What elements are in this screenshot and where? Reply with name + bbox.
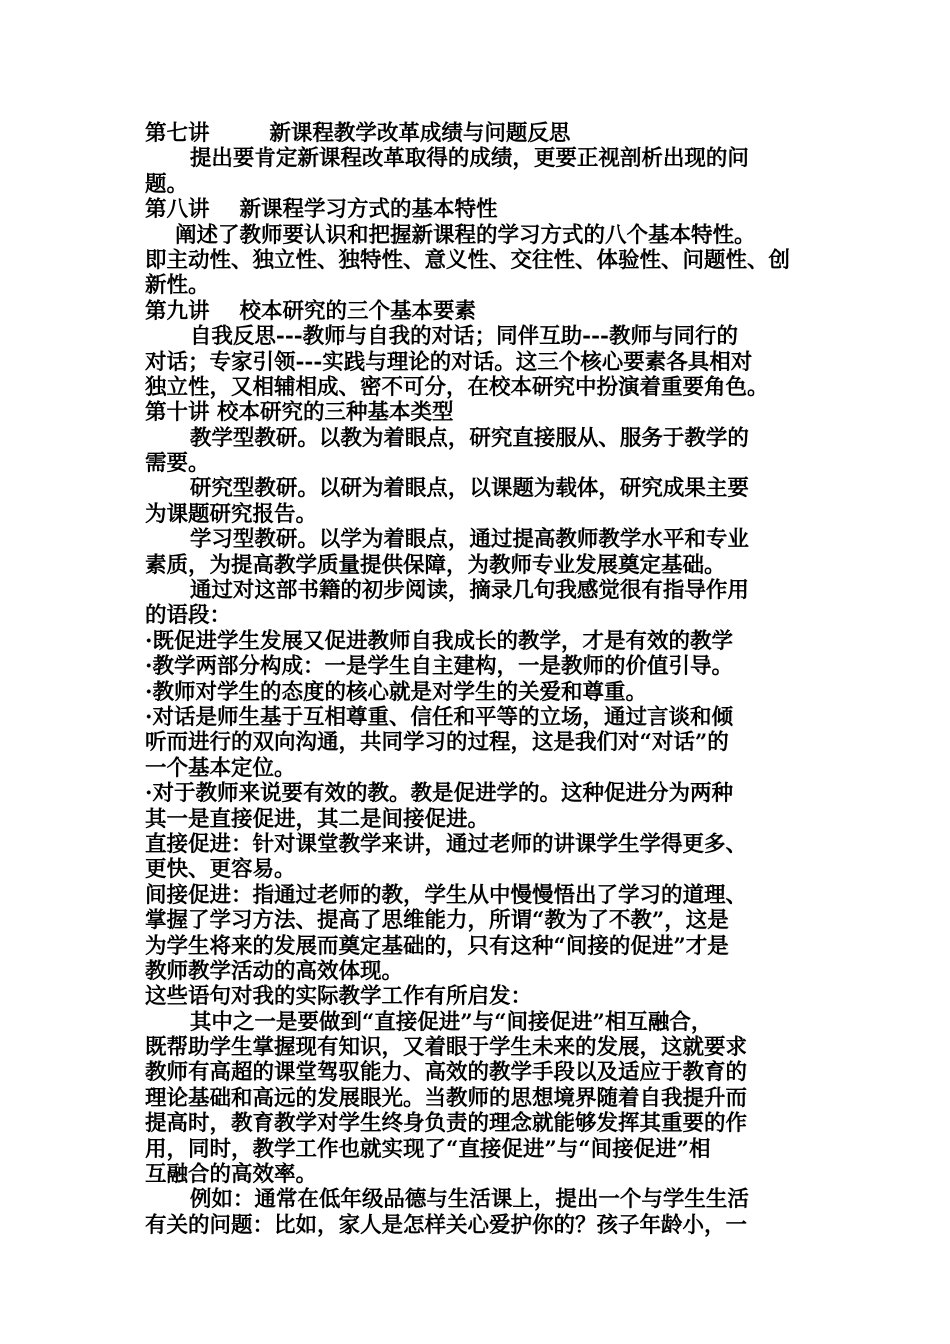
bullet-line: ·教师对学生的态度的核心就是对学生的关爱和尊重。: [145, 679, 647, 705]
paragraph-line: 其一是直接促进，其二是间接促进。: [145, 806, 490, 832]
bullet-line: ·教学两部分构成：一是学生自主建构，一是教师的价值引导。: [145, 654, 733, 680]
paragraph-line: 的语段：: [145, 603, 232, 629]
paragraph-line: 需要。: [145, 451, 210, 477]
paragraph-line: 提高时，教育教学对学生终身负责的理念就能够发挥其重要的作: [145, 1111, 748, 1137]
paragraph-line: 教师有高超的课堂驾驭能力、高效的教学手段以及适应于教育的: [145, 1060, 748, 1086]
paragraph-line: 互融合的高效率。: [145, 1162, 318, 1188]
paragraph-line: 学习型教研。以学为着眼点，通过提高教师教学水平和专业: [145, 527, 749, 553]
paragraph-line: 例如：通常在低年级品德与生活课上，提出一个与学生生活: [145, 1187, 749, 1213]
paragraph-line: 有关的问题：比如，家人是怎样关心爱护你的？孩子年龄小，一: [145, 1212, 748, 1238]
document-page: [145, 121, 825, 1238]
bullet-line: ·既促进学生发展又促进教师自我成长的教学，才是有效的教学: [145, 628, 733, 654]
paragraph-line: 自我反思---教师与自我的对话；同伴互助---教师与同行的: [145, 324, 738, 350]
paragraph-line: 理论基础和高远的发展眼光。当教师的思想境界随着自我提升而: [145, 1085, 748, 1111]
paragraph-line: 直接促进：针对课堂教学来讲，通过老师的讲课学生学得更多、: [145, 831, 748, 857]
paragraph-line: 掌握了学习方法、提高了思维能力，所谓“教为了不教”，这是: [145, 908, 729, 934]
paragraph-line: 既帮助学生掌握现有知识，又着眼于学生未来的发展，这就要求: [145, 1035, 748, 1061]
bullet-line: ·对话是师生基于互相尊重、信任和平等的立场，通过言谈和倾: [145, 704, 733, 730]
lecture-8-heading: 第八讲 新课程学习方式的基本特性: [145, 197, 498, 223]
lecture-10-heading: 第十讲 校本研究的三种基本类型: [145, 400, 454, 426]
paragraph-line: 间接促进：指通过老师的教，学生从中慢慢悟出了学习的道理、: [145, 882, 748, 908]
paragraph-line: 通过对这部书籍的初步阅读，摘录几句我感觉很有指导作用: [145, 578, 749, 604]
paragraph-line: 其中之一是要做到“直接促进”与“间接促进”相互融合，: [145, 1009, 713, 1035]
paragraph-line: 为学生将来的发展而奠定基础的，只有这种“间接的促进”才是: [145, 933, 729, 959]
paragraph-line: 用，同时，教学工作也就实现了“直接促进”与“间接促进”相: [145, 1136, 711, 1162]
paragraph-line: 更快、更容易。: [145, 857, 296, 883]
paragraph-line: 一个基本定位。: [145, 755, 296, 781]
paragraph-line: 这些语句对我的实际教学工作有所启发：: [145, 984, 533, 1010]
paragraph-line: 对话；专家引领---实践与理论的对话。这三个核心要素各具相对: [145, 349, 753, 375]
paragraph-line: 素质，为提高教学质量提供保障，为教师专业发展奠定基础。: [145, 552, 726, 578]
paragraph-line: 听而进行的双向沟通，共同学习的过程，这是我们对“对话”的: [145, 730, 729, 756]
paragraph-line: 教学型教研。以教为着眼点，研究直接服从、服务于教学的: [145, 425, 749, 451]
paragraph-line: 独立性，又相辅相成、密不可分，在校本研究中扮演着重要角色。: [145, 374, 769, 400]
paragraph-line: 提出要肯定新课程改革取得的成绩，更要正视剖析出现的问: [145, 146, 749, 172]
paragraph-line: 教师教学活动的高效体现。: [145, 958, 404, 984]
lecture-9-heading: 第九讲 校本研究的三个基本要素: [145, 298, 476, 324]
lecture-7-heading: 第七讲 新课程教学改革成绩与问题反思: [145, 121, 571, 146]
bullet-line: ·对于教师来说要有效的教。教是促进学的。这种促进分为两种: [145, 781, 733, 807]
paragraph-line: 即主动性、独立性、独特性、意义性、交往性、体验性、问题性、创: [145, 247, 791, 273]
paragraph-line: 研究型教研。以研为着眼点，以课题为载体，研究成果主要: [145, 476, 749, 502]
paragraph-line: 题。: [145, 171, 189, 197]
paragraph-line: 新性。: [145, 273, 210, 299]
paragraph-line: 为课题研究报告。: [145, 501, 318, 527]
paragraph-line: 阐述了教师要认识和把握新课程的学习方式的八个基本特性。: [145, 222, 756, 248]
